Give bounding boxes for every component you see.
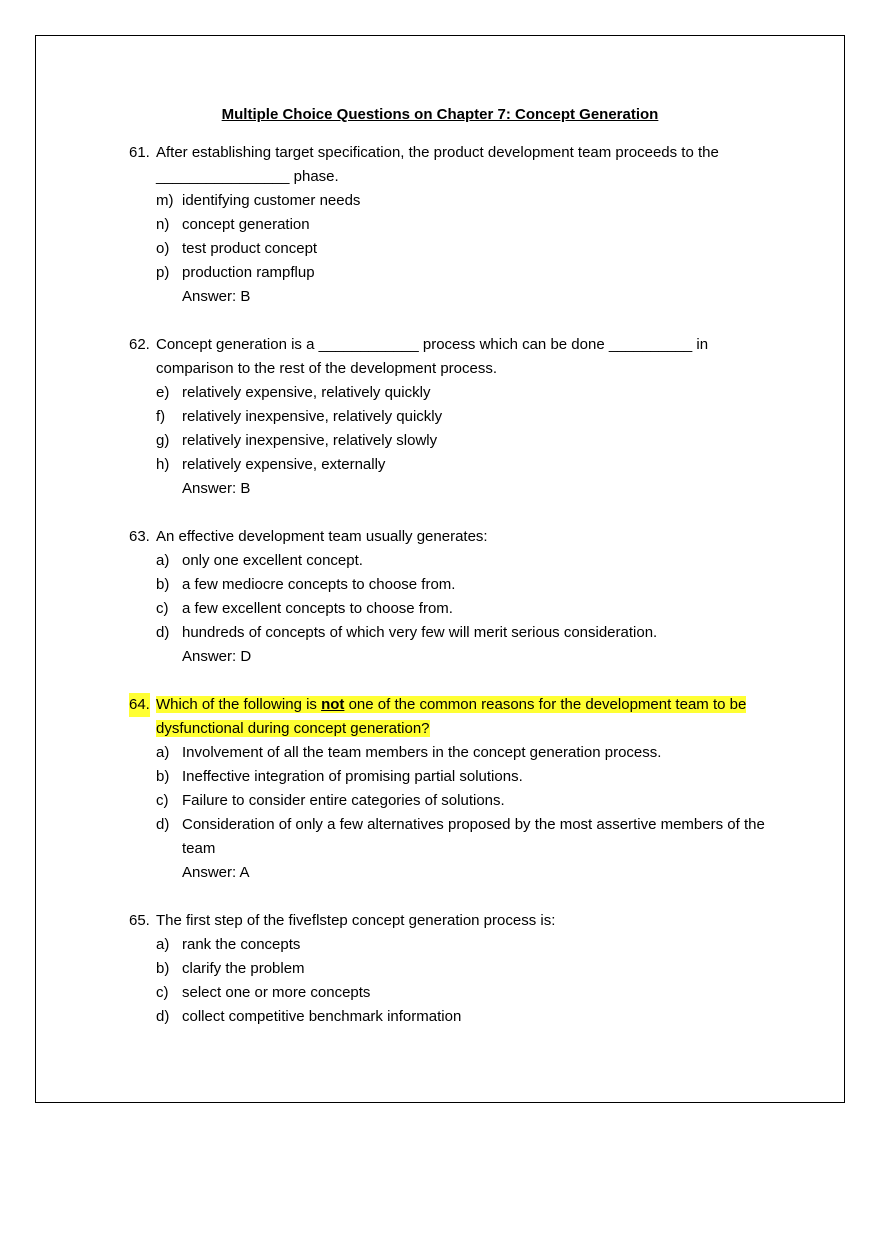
question-stem <box>129 141 789 189</box>
question-text-highlighted <box>156 696 746 737</box>
option-text: Failure to consider entire categories of solutions. <box>182 792 505 809</box>
answer-option <box>129 429 789 453</box>
answer-option <box>129 813 789 861</box>
answer-option <box>129 597 789 621</box>
option-text: Ineffective integration of promising partial solutions. <box>182 768 523 785</box>
answer-option <box>129 765 789 789</box>
answer-option <box>129 573 789 597</box>
answer-option <box>129 741 789 765</box>
option-letter: e) <box>156 384 170 401</box>
option-letter: h) <box>156 456 170 473</box>
option-text: clarify the problem <box>182 960 305 977</box>
answer-option <box>129 621 789 645</box>
question-64 <box>129 693 789 885</box>
question-stem <box>129 909 789 933</box>
option-letter: n) <box>156 216 170 233</box>
option-text: rank the concepts <box>182 936 301 953</box>
option-letter: c) <box>156 984 169 1001</box>
question-stem <box>129 525 789 549</box>
question-65 <box>129 909 789 1029</box>
question-text: An effective development team usually generates: <box>156 528 488 545</box>
answer-key: Answer: A <box>182 864 250 881</box>
answer-option <box>129 381 789 405</box>
option-text: relatively expensive, externally <box>182 456 386 473</box>
question-number: 61. <box>129 144 150 161</box>
question-number: 62. <box>129 336 150 353</box>
answer-option <box>129 453 789 477</box>
answer-option <box>129 981 789 1005</box>
answer-option <box>129 549 789 573</box>
option-text: relatively expensive, relatively quickly <box>182 384 431 401</box>
document-title: Multiple Choice Questions on Chapter 7: Concept Generation <box>221 106 659 123</box>
option-text: identifying customer needs <box>182 192 361 209</box>
option-letter: m) <box>156 192 174 209</box>
option-text: Involvement of all the team members in the concept generation process. <box>182 744 662 761</box>
question-text: Concept generation is a ____________ process which can be done __________ in comparison to the rest of the development process. <box>156 336 709 377</box>
option-text: Consideration of only a few alternatives proposed by the most assertive members of the team <box>182 816 765 857</box>
option-text: select one or more concepts <box>182 984 371 1001</box>
option-letter: g) <box>156 432 170 449</box>
option-text: a few excellent concepts to choose from. <box>182 600 453 617</box>
option-letter: f) <box>156 408 166 425</box>
option-text: relatively inexpensive, relatively quickly <box>182 408 443 425</box>
question-63 <box>129 525 789 669</box>
answer-option <box>129 261 789 285</box>
answer-key: Answer: B <box>182 288 251 305</box>
answer-key: Answer: B <box>182 480 251 497</box>
option-letter: a) <box>156 552 170 569</box>
option-text: relatively inexpensive, relatively slowly <box>182 432 438 449</box>
question-number: 65. <box>129 912 150 929</box>
option-letter: p) <box>156 264 170 281</box>
question-text: After establishing target specification, the product development team proceeds to the ________________ phase. <box>156 144 719 185</box>
question-number: 64. <box>129 693 150 717</box>
option-text: test product concept <box>182 240 318 257</box>
answer-option <box>129 957 789 981</box>
answer-option <box>129 789 789 813</box>
option-text: collect competitive benchmark information <box>182 1008 462 1025</box>
question-stem <box>129 693 789 741</box>
question-61 <box>129 141 789 309</box>
option-letter: d) <box>156 1008 170 1025</box>
answer-option <box>129 1005 789 1029</box>
option-text: production rampflup <box>182 264 315 281</box>
answer-option <box>129 933 789 957</box>
question-62 <box>129 333 789 501</box>
question-text-before: Which of the following is <box>156 696 322 713</box>
option-letter: d) <box>156 816 170 833</box>
question-list <box>129 141 789 1053</box>
option-text: concept generation <box>182 216 310 233</box>
question-number: 63. <box>129 528 150 545</box>
option-letter: o) <box>156 240 170 257</box>
option-text: only one excellent concept. <box>182 552 363 569</box>
emphasis-not: not <box>321 696 345 713</box>
option-text: a few mediocre concepts to choose from. <box>182 576 456 593</box>
question-text-after: one of the common reasons for the development team to be dysfunctional during concept generation? <box>156 696 747 737</box>
question-stem <box>129 333 789 381</box>
answer-option <box>129 237 789 261</box>
answer-key: Answer: D <box>182 648 252 665</box>
option-letter: d) <box>156 624 170 641</box>
option-letter: a) <box>156 936 170 953</box>
option-letter: a) <box>156 744 170 761</box>
option-letter: b) <box>156 768 170 785</box>
answer-option <box>129 405 789 429</box>
option-letter: c) <box>156 792 169 809</box>
option-text: hundreds of concepts of which very few will merit serious consideration. <box>182 624 658 641</box>
answer-option <box>129 213 789 237</box>
option-letter: b) <box>156 576 170 593</box>
question-text: The first step of the fiveflstep concept generation process is: <box>156 912 556 929</box>
option-letter: c) <box>156 600 169 617</box>
option-letter: b) <box>156 960 170 977</box>
answer-option <box>129 189 789 213</box>
document-page <box>35 35 845 1103</box>
